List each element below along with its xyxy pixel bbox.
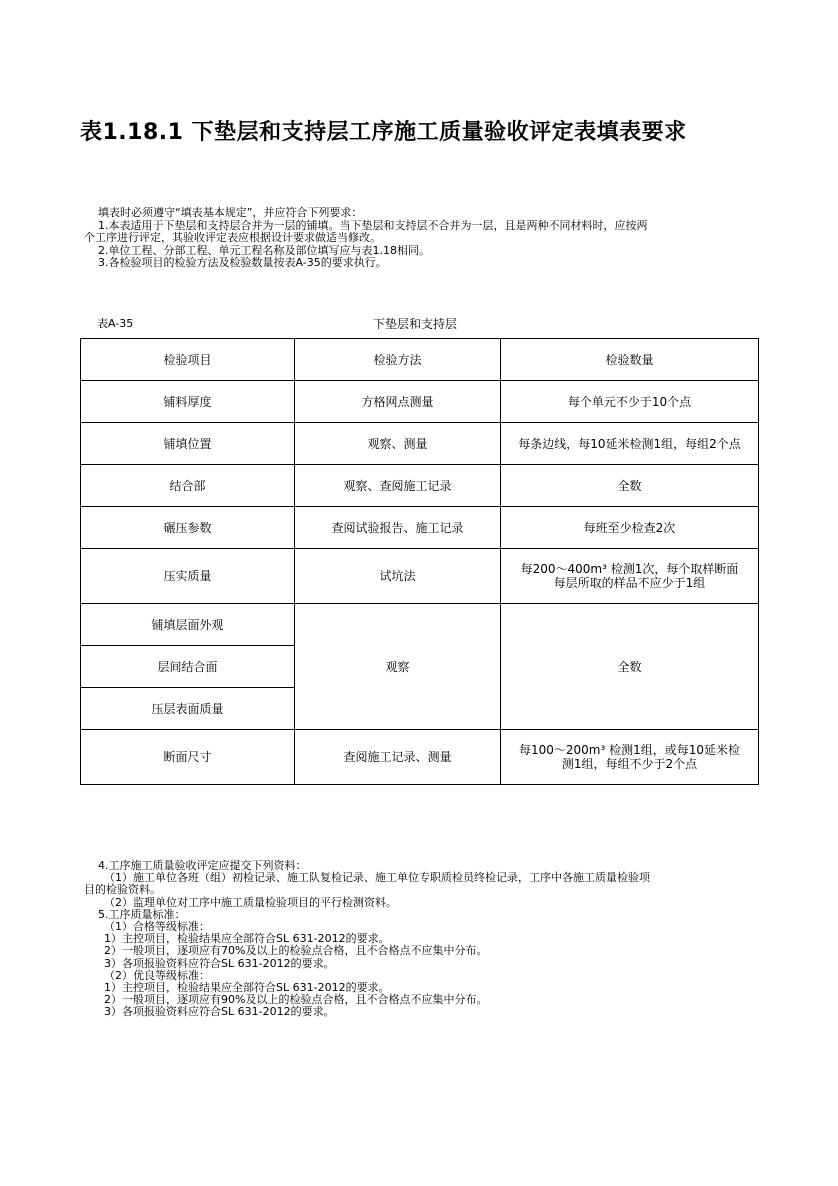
table-row: [81, 549, 759, 604]
cell-method: 方格网点测量: [295, 381, 501, 423]
note-line: （2）监理单位对工序中施工质量检验项目的平行检测资料。: [104, 895, 397, 909]
cell-quantity: 全数: [501, 465, 759, 507]
cell-quantity-line: 每100～200m³ 检测1组，或每10延米检: [518, 743, 741, 757]
table-row: [81, 507, 759, 549]
table-row: [81, 604, 759, 646]
note-line: 3）各项报验资料应符合SL 631-2012的要求。: [104, 1005, 335, 1019]
cell-item: 铺料厚度: [81, 381, 295, 423]
note-line: 3）各项报验资料应符合SL 631-2012的要求。: [104, 956, 335, 970]
table-row: [81, 381, 759, 423]
note-line: 5.工序质量标准：: [98, 907, 186, 921]
cell-quantity: 每条边线，每10延米检测1组，每组2个点: [501, 423, 759, 465]
intro-line: 1.本表适用于下垫层和支持层合并为一层的铺填。当下垫层和支持层不合并为一层，且是两种不同材料时，应按两: [98, 218, 648, 232]
note-line: （1）合格等级标准：: [104, 920, 210, 934]
notes-block: [84, 860, 756, 1019]
page-title: 表1.18.1 下垫层和支持层工序施工质量验收评定表填表要求: [80, 120, 687, 145]
note-line: 1）主控项目，检验结果应全部符合SL 631-2012的要求。: [104, 932, 390, 946]
cell-item: 结合部: [81, 465, 295, 507]
cell-quantity-merged: 全数: [501, 604, 759, 730]
cell-quantity-line: 每200～400m³ 检测1次，每个取样断面: [520, 562, 739, 576]
cell-method: 观察、查阅施工记录: [295, 465, 501, 507]
intro-line: 个工序进行评定，其验收评定表应根据设计要求做适当修改。: [84, 231, 381, 244]
table-row: [81, 423, 759, 465]
cell-method: 查阅施工记录、测量: [295, 730, 501, 785]
cell-item: 碾压参数: [81, 507, 295, 549]
intro-line: 填表时必须遵守“填表基本规定”，并应符合下列要求：: [98, 206, 363, 219]
table-row: [81, 465, 759, 507]
cell-quantity-line: 测1组，每组不少于2个点: [561, 757, 698, 771]
cell-item: 层间结合面: [81, 646, 295, 688]
table-row: [81, 730, 759, 785]
note-line: 1）主控项目，检验结果应全部符合SL 631-2012的要求。: [104, 981, 390, 995]
note-line: 4.工序施工质量验收评定应提交下列资料：: [98, 859, 307, 872]
note-line: 2）一般项目，逐项应有90%及以上的检验点合格，且不合格点不应集中分布。: [104, 993, 488, 1007]
cell-quantity: [501, 730, 759, 785]
inspection-table: [80, 338, 759, 785]
note-line: 目的检验资料。: [84, 883, 161, 897]
cell-method: 试坑法: [295, 549, 501, 604]
cell-item: 铺填位置: [81, 423, 295, 465]
note-line: 2）一般项目，逐项应有70%及以上的检验点合格，且不合格点不应集中分布。: [104, 944, 488, 958]
cell-item: 断面尺寸: [81, 730, 295, 785]
intro-line: 2.单位工程、分部工程、单元工程名称及部位填写应与表1.18相同。: [98, 243, 430, 257]
intro-line: 3.各检验项目的检验方法及检验数量按表A-35的要求执行。: [98, 256, 387, 269]
header-item: 检验项目: [81, 339, 295, 381]
table-caption: 下垫层和支持层: [373, 317, 458, 331]
note-line: （2）优良等级标准：: [104, 968, 210, 982]
header-quantity: 检验数量: [501, 339, 759, 381]
cell-method-merged: 观察: [295, 604, 501, 730]
intro-block: [84, 207, 756, 270]
cell-quantity: 每班至少检查2次: [501, 507, 759, 549]
cell-quantity: [501, 549, 759, 604]
cell-item: 压实质量: [81, 549, 295, 604]
cell-quantity: 每个单元不少于10个点: [501, 381, 759, 423]
note-line: （1）施工单位各班（组）初检记录、施工队复检记录、施工单位专职质检员终检记录，工序中各施工质量检验项: [104, 871, 650, 885]
cell-method: 观察、测量: [295, 423, 501, 465]
cell-item: 铺填层面外观: [81, 604, 295, 646]
table-header-row: [81, 339, 759, 381]
header-method: 检验方法: [295, 339, 501, 381]
cell-quantity-line: 每层所取的样品不应少于1组: [553, 576, 706, 590]
cell-item: 压层表面质量: [81, 688, 295, 730]
table-number: 表A-35: [97, 317, 134, 330]
cell-method: 查阅试验报告、施工记录: [295, 507, 501, 549]
